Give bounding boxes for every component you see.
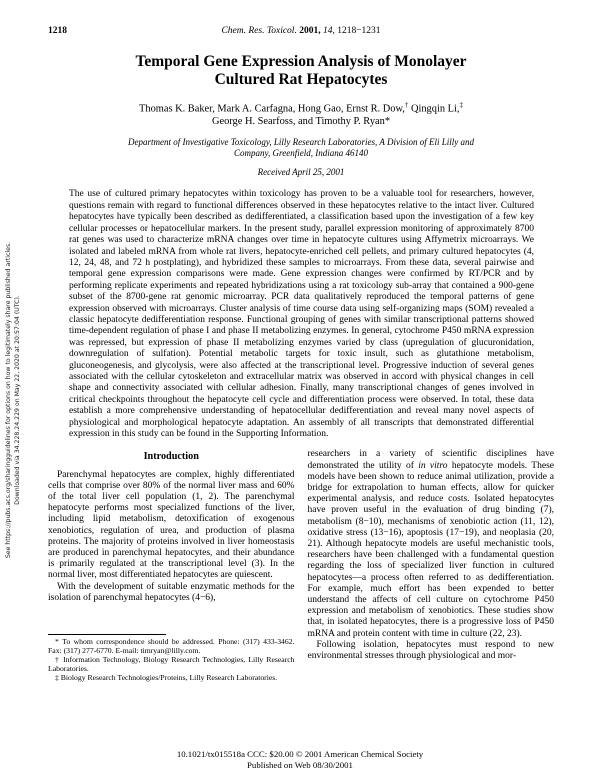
citation-pages: 1218−1231 (337, 26, 381, 36)
footnote-text: Information Technology, Biology Research Technologies, Lilly Research Laboratories. (48, 654, 295, 673)
acs-download-stamp (4, 200, 24, 600)
author-list (48, 99, 554, 128)
author-names: Qingqin Li, (408, 103, 460, 115)
author-dagger-mark: † (404, 101, 409, 109)
citation-journal: Chem. Res. Toxicol. (221, 26, 297, 36)
abstract-text: The use of cultured primary hepatocytes within toxicology has proven to be a valuable tool for researchers, however, questions remain with regard to functional differences observed in these hepatocytes relative to the intact liver. Cultured hepatocytes have typically been described as dedifferentiated, a classification based upon the investigation of a few key cellular processes or hepatocellular markers. In the present study, parallel expression monitoring of approximately 8700 rat genes was used to characterize mRNA changes over time in hepatocyte cultures using Affymetrix microarrays. We isolated and labeled mRNA from whole rat livers, hepatocyte-enriched cell pellets, and primary cultured hepatocytes (4, 12, 24, 48, and 72 h postplating), and hybridized these samples to microarrays. From these data, several pairwise and temporal gene expression comparisons were made. Gene expression changes were confirmed by RT/PCR and by performing replicate experiments and repeated hybridizations using a rat toxicology sub-array that contained a 900-gene subset of the 8700-gene rat genomic microarray. PCR data qualitatively reproduced the temporal patterns of gene expression observed with microarrays. Cluster analysis of time course data using self-organizing maps (SOM) revealed a classic hepatocyte dedifferentiation response. Functional grouping of genes with similar transcriptional patterns showed time-dependent regulation of phase I and phase II metabolizing enzymes. In general, cytochrome P450 mRNA expression was repressed, but expression of phase II metabolizing enzymes varied by class (upregulation of glucuronidation, downregulation of sulfation). Potential metabolic targets for toxic insult, such as glutathione metabolism, gluconeogenesis, and glycolysis, were also affected at the transcriptional level. Progressive induction of several genes associated with the cellular cytoskeleton and extracellular matrix was observed in accord with physical changes in cell shape and connectivity associated with cellular adhesion. Finally, many transcriptional changes of genes involved in critical checkpoints throughout the hepatocyte cell cycle and differentiation process were observed. In total, these data establish a more comprehensive understanding of hepatocellular dedifferentiation and reveal many novel aspects of physiological and morphological hepatocyte adaptation. An assembly of all transcripts that demonstrated differential expression in this study can be found in the Supporting Information. (69, 189, 534, 439)
footnote-marker: ‡ (55, 672, 59, 682)
footnote-dagger (48, 656, 295, 674)
intro-paragraph-3 (308, 449, 555, 639)
page-number: 1218 (48, 26, 67, 36)
affiliation (48, 137, 554, 159)
right-column (308, 449, 555, 682)
journal-citation (48, 26, 554, 36)
author-line-1 (48, 99, 554, 115)
footnote-text: Biology Research Technologies/Proteins, Lilly Research Laboratories. (60, 672, 278, 682)
in-vitro-italic: in vitro (418, 460, 448, 471)
intro-paragraph-2: With the development of suitable enzymatic methods for the isolation of parenchymal hepatocytes (4−6), (48, 581, 295, 603)
footnote-correspondence (48, 638, 295, 656)
section-heading-introduction: Introduction (143, 451, 199, 463)
stamp-downloaded-line: Downloaded via 34.228.24.229 on May 22, 2020 at 20:57:04 (UTC). (14, 295, 21, 505)
received-date: Received April 25, 2001 (257, 167, 345, 178)
running-header (48, 26, 554, 39)
stamp-sharing-line: See https://pubs.acs.org/sharingguidelines for options on how to legitimately share published articles. (5, 241, 12, 559)
article-title-line2: Cultured Rat Hepatocytes (214, 70, 388, 88)
author-line-2: George H. Searfoss, and Timothy P. Ryan* (211, 116, 391, 128)
intro-paragraph-3-text: researchers in a variety of scientific disciplines have demonstrated the utility of (307, 449, 554, 471)
two-column-body (48, 449, 554, 682)
intro-paragraph-1: Parenchymal hepatocytes are complex, highly differentiated cells that comprise over 80% of the normal liver mass and 60% of the total liver cell population (1, 2). The parenchymal hepatocyte performs most specialized functions of the liver, including lipid metabolism, detoxification of exogenous xenobiotics, regulation of urea, and production of plasma proteins. The majority of proteins involved in liver homeostasis are produced in parenchymal hepatocytes, and their abundance is primarily regulated at the transcriptional level (3). In the normal liver, most differentiated hepatocytes are quiescent. (48, 469, 295, 581)
doi-copyright-line: 10.1021/tx015518a CCC: $20.00 © 2001 American Chemical Society (176, 749, 424, 759)
article-title-line1: Temporal Gene Expression Analysis of Monolayer (135, 53, 467, 70)
left-column (48, 449, 295, 682)
citation-year: 2001, (299, 26, 321, 36)
author-names: Thomas K. Baker, Mark A. Carfagna, Hong Gao, Ernst R. Dow, (139, 103, 405, 115)
author-double-dagger-mark: ‡ (459, 101, 463, 109)
affiliation-line-1: Department of Investigative Toxicology, Lilly Research Laboratories, A Division of Eli Lilly and (128, 137, 474, 148)
page-content (48, 26, 554, 682)
page-footer (0, 749, 600, 770)
footnote-marker: † (55, 654, 61, 664)
published-on-web-line: Published on Web 08/30/2001 (247, 759, 353, 770)
citation-volume: 14, (322, 26, 335, 36)
footnotes-block (48, 632, 295, 683)
footnote-marker: * (55, 636, 59, 646)
footnote-text: To whom correspondence should be addressed. Phone: (317) 433-3462. Fax: (317) 277-6770. E-mail: timryan@lilly.com. (48, 636, 295, 655)
footnote-double-dagger (48, 674, 295, 683)
footnote-divider (48, 634, 166, 635)
affiliation-line-2: Company, Greenfield, Indiana 46140 (234, 148, 368, 159)
intro-paragraph-3-text: hepatocyte models. These models have been shown to reduce animal utilization, provide a bridge for extrapolation to human effects, allow for quicker experimental analysis, and reduce costs. Isolated hepatocytes have proven useful in the evaluation of drug binding (7), metabolism (8−10), mechanisms of xenobiotic action (11, 12), oxidative stress (13−16), apoptosis (17−19), and neoplasia (20, 21). Although hepatocyte models are useful mechanistic tools, researchers have been challenged with a fundamental question regarding the loss of specialized liver function in cultured hepatocytes—a process often referred to as dedifferentiation. For example, much effort has been expended to better understand the affects of cell culture on cytochrome P450 expression and metabolism of xenobiotics. These studies show that, in isolated hepatocytes, there is a progressive loss of P450 mRNA and protein content with time in culture (22, 23). (307, 460, 554, 639)
intro-paragraph-4: Following isolation, hepatocytes must respond to new environmental stresses through physiological and mor- (307, 639, 554, 662)
article-title (48, 53, 554, 88)
